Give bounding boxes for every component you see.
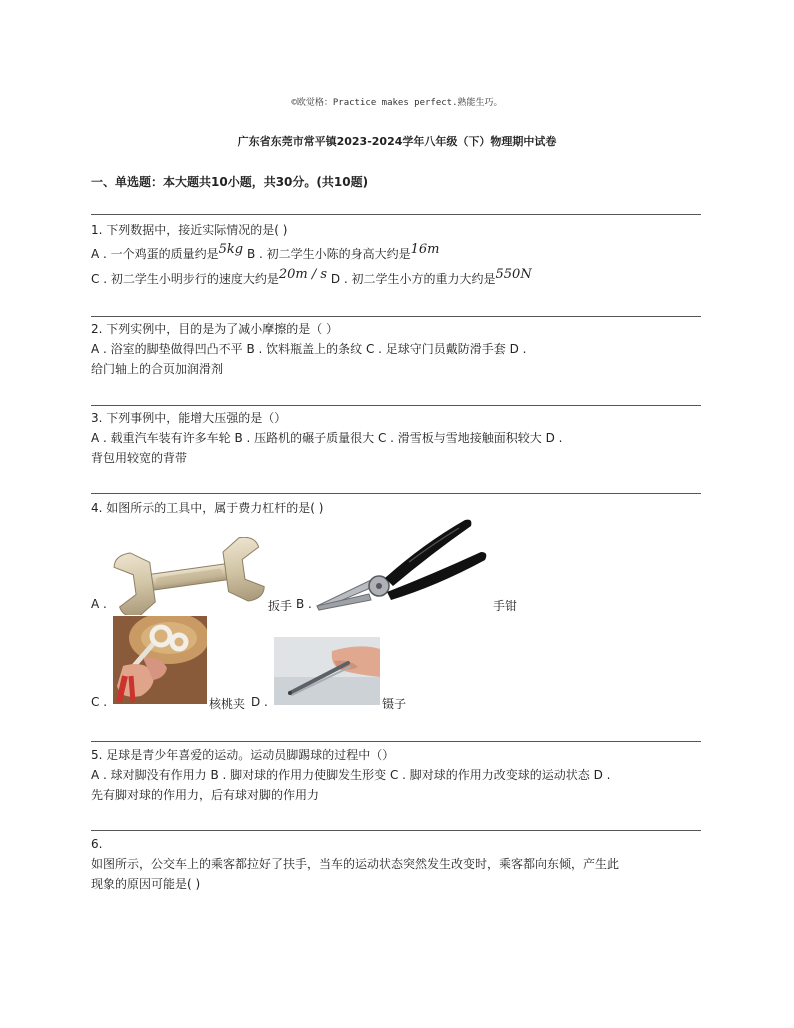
question-options-line: 先有脚对球的作用力，后有球对脚的作用力: [91, 788, 320, 802]
section-heading: 一、单选题：本大题共10小题，共30分。(共10题): [91, 175, 369, 189]
tweezers-icon: [274, 637, 380, 705]
option-d-name: 镊子: [382, 697, 407, 711]
question-stem: 1. 下列数据中，接近实际情况的是( ): [91, 223, 288, 237]
nutcracker-image: [113, 616, 207, 704]
question-2: [91, 319, 703, 379]
question-divider: [91, 493, 701, 494]
nutcracker-icon: [113, 616, 207, 704]
question-stem-line: 如图所示，公交车上的乘客都拉好了扶手，当车的运动状态突然发生改变时，乘客都向东倾，产生此: [91, 857, 620, 871]
option-b-math: 16m: [410, 242, 440, 257]
question-divider: [91, 214, 701, 215]
page-title: 广东省东莞市常平镇2023-2024学年八年级（下）物理期中试卷: [237, 135, 557, 148]
option-a-math: 5kg: [218, 242, 244, 257]
question-stem: 2. 下列实例中，目的是为了减小摩擦的是（ ）: [91, 322, 339, 336]
question-stem: 4. 如图所示的工具中，属于费力杠杆的是( ): [91, 501, 324, 515]
option-a-text: A . 一个鸡蛋的质量约是: [91, 247, 219, 261]
option-c-math: 20m / s: [278, 267, 328, 282]
option-c-prefix: C .: [91, 695, 108, 709]
question-5: [91, 745, 703, 805]
question-options-line: 背包用较宽的背带: [91, 451, 188, 465]
question-3: [91, 408, 703, 468]
question-6: [91, 834, 703, 894]
question-divider: [91, 316, 701, 317]
tweezers-image: [274, 637, 380, 705]
question-divider: [91, 830, 701, 831]
question-1: [91, 220, 703, 290]
question-options-line: A . 浴室的脚垫做得凹凸不平 B . 饮料瓶盖上的条纹 C . 足球守门员戴防滑手套 D .: [91, 342, 527, 356]
option-b-name: 手钳: [493, 599, 518, 613]
question-options-line: A . 载重汽车装有许多车轮 B . 压路机的碾子质量很大 C . 滑雪板与雪地接触面积较大 D .: [91, 431, 563, 445]
option-c-name: 核桃夹: [209, 697, 246, 711]
question-number: 6.: [91, 837, 103, 851]
option-b-prefix: B .: [296, 597, 312, 611]
question-stem: 3. 下列事例中，能增大压强的是（）: [91, 411, 287, 425]
option-d-text: D . 初二学生小方的重力大约是: [327, 272, 496, 286]
option-d-prefix: D .: [251, 695, 268, 709]
option-c-text: C . 初二学生小明步行的速度大约是: [91, 272, 279, 286]
question-divider: [91, 741, 701, 742]
option-b-text: B . 初二学生小陈的身高大约是: [243, 247, 411, 261]
question-stem: 5. 足球是青少年喜爱的运动。运动员脚踢球的过程中（）: [91, 748, 395, 762]
option-a-prefix: A .: [91, 597, 107, 611]
wrench-image: [112, 537, 266, 615]
question-stem-line: 现象的原因可能是( ): [91, 877, 201, 891]
option-a-name: 扳手: [268, 599, 293, 613]
question-options-row-1: [91, 244, 703, 265]
question-options-line: A . 球对脚没有作用力 B . 脚对球的作用力使脚发生形变 C . 脚对球的作用力改变球的运动状态 D .: [91, 768, 611, 782]
option-d-math: 550N: [495, 267, 532, 282]
wrench-icon: [112, 537, 266, 615]
pliers-icon: [313, 514, 491, 616]
question-divider: [91, 405, 701, 406]
pliers-image: [313, 514, 491, 616]
question-options-line: 给门轴上的合页加润滑剂: [91, 362, 224, 376]
question-options-row-2: [91, 269, 703, 290]
page-motto: ©欧觉格：Practice makes perfect.熟能生巧。: [291, 98, 503, 108]
